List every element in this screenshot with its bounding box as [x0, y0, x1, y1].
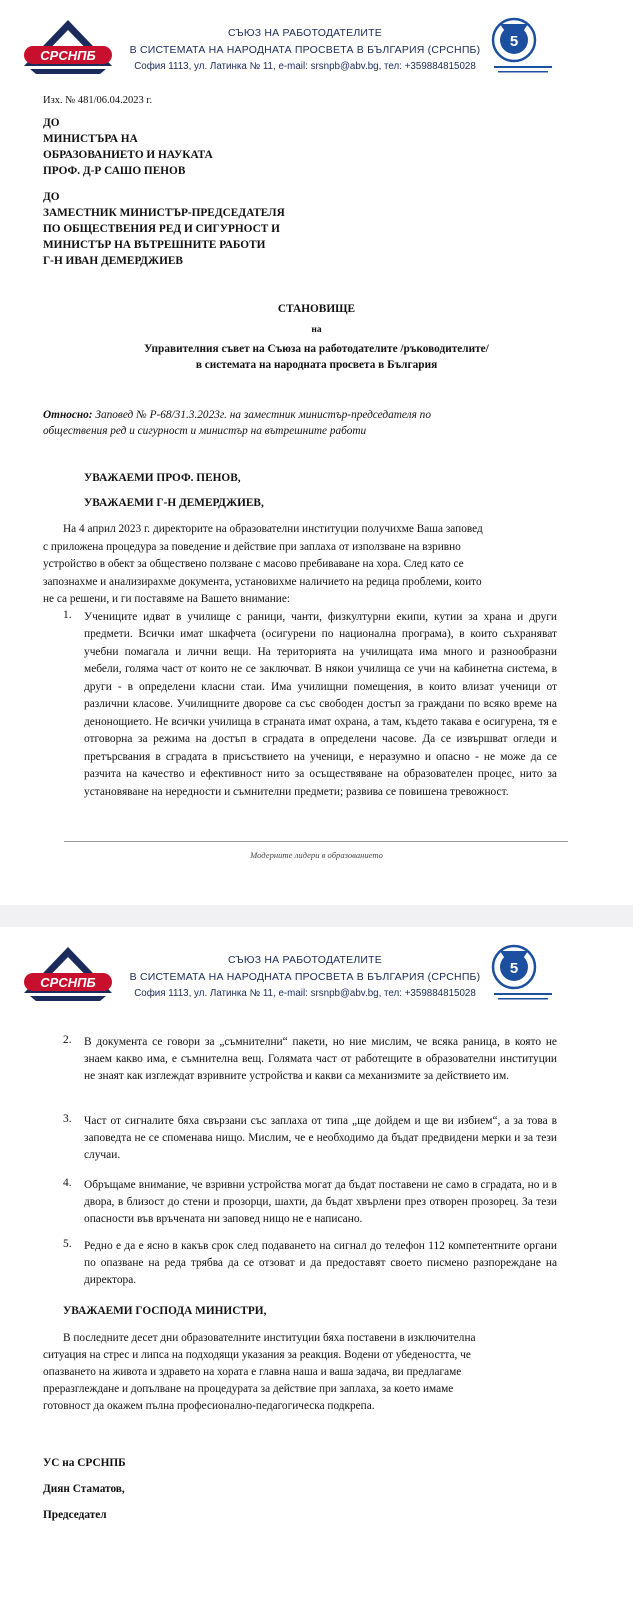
reference-number: Изх. № 481/06.04.2023 г. [43, 95, 153, 106]
subject-label: Относно: [43, 409, 93, 421]
addressee2-line: ПО ОБЩЕСТВЕНИЯ РЕД И СИГУРНОСТ И [43, 223, 280, 235]
closing-line: В последните десет дни образователните институции бяха поставени в изключителна [63, 1332, 476, 1344]
closing-line: опазването на живота и здравето на хората е главна наша и ваша задача, ви предлагаме [43, 1366, 462, 1378]
signatory-name: Диян Стаматов, [43, 1483, 125, 1495]
subtitle-line1: Управителния съвет на Съюза на работодателите /ръководителите/ [144, 343, 489, 355]
subject-text: Заповед № Р-68/31.3.2023г. на заместник министър-председателя по [92, 409, 431, 421]
document-title: СТАНОВИЩЕ [277, 303, 356, 315]
letterhead [0, 0, 633, 80]
addressee1-line: ДО [43, 117, 60, 129]
list-item-text: В документа се говори за „съмнителни“ пакети, но ние мислим, че всяка раница, в която не знаем какво има, е съмнителна вещ. Голямата част от работещите в образователни институции не знаят как изглеждат взривните устройства и какви са механизмите за действието им. [84, 1036, 557, 1082]
list-item-text: Редно е да е ясно в какъв срок след подаването на сигнал до телефон 112 компетентните органи по опазване на реда трябва да се отзоват и да предоставят своето писмено разпореждане на директора. [84, 1240, 557, 1286]
signatory-title: Председател [43, 1509, 107, 1521]
list-item-text: Учениците идват в училище с раници, чанти, физкултурни екипи, кутии за храна и други предмети. Всички имат шкафчета (осигурени по национална програма), в които съхраняват учебни помагала и лични вещи. На територията на училищата има много и разнообразни мебели, голяма част от които не се заключват. В някои училища се учи на кабинетна система, в други - в определени класни стаи. Има училищни помещения, в които влизат ученици от различни класове. Училищните дворове са със свободен достъп за граждани по всяко време на денонощието. Не всички училища в страната имат охрана, а там, където такава е осигурена, тя е отговорна за режима на достъп в сградата в определени часове. Да се извършват огледи и претърсвания в сградата в присъствието на ученици, е неразумно и опасно - не може да се разчита на качество и ефективност нито за осъществяване на образователен процес, нито за установяване на нередности и съмнителни предмети; развива се повишена тревожност. [84, 611, 557, 798]
page-separator [0, 905, 633, 927]
addressee2-line: ЗАМЕСТНИК МИНИСТЪР-ПРЕДСЕДАТЕЛЯ [43, 207, 285, 219]
org-contact-line: София 1113, ул. Латинка № 11, e-mail: srsnpb@abv.bg, тел: +359884815028 [134, 61, 476, 72]
list-item-number: 5. [63, 1238, 72, 1250]
svg-text:5: 5 [509, 33, 519, 50]
list-item-text: Част от сигналите бяха свързани със заплаха от типа „ще дойдем и ще ви избием“, а за това в заповедта не се споменава нищо. Мислим, че е необходимо да бъдат предвидени мерки и за тези случаи. [84, 1115, 557, 1161]
footer-divider [64, 841, 568, 842]
logo-text: СРСНПБ [40, 975, 96, 990]
svg-text:5: 5 [509, 960, 519, 977]
union-logo-icon [20, 943, 116, 1003]
anniversary-emblem-icon [490, 943, 556, 1003]
intro-line: запознахме и анализирахме документа, установихме наличието на редица проблеми, които [43, 576, 482, 588]
intro-line: На 4 април 2023 г. директорите на образователни институции получихме Ваша заповед [63, 523, 483, 535]
subject-line2: обществения ред и сигурност и министър на вътрешните работи [43, 425, 367, 437]
letter-page-2 [0, 927, 633, 1600]
addressee2-line: ДО [43, 191, 60, 203]
list-item-number: 4. [63, 1177, 72, 1189]
salutation-ministers: УВАЖАЕМИ ГОСПОДА МИНИСТРИ, [63, 1305, 267, 1317]
salutation-demerdzhiev: УВАЖАЕМИ Г-Н ДЕМЕРДЖИЕВ, [84, 497, 264, 509]
anniversary-emblem-icon [490, 16, 556, 76]
list-item-number: 3. [63, 1113, 72, 1125]
intro-line: не са решени, и ги поставяме на Вашето внимание: [43, 593, 290, 605]
org-name-line1: СЪЮЗ НА РАБОТОДАТЕЛИТЕ [228, 954, 382, 966]
org-name-line1: СЪЮЗ НА РАБОТОДАТЕЛИТЕ [228, 27, 382, 39]
intro-line: с приложена процедура за поведение и действие при заплаха от използване на взривно [43, 541, 461, 553]
addressee1-line: МИНИСТЪРА НА [43, 133, 138, 145]
salutation-penov: УВАЖАЕМИ ПРОФ. ПЕНОВ, [84, 472, 241, 484]
subject-line1 [43, 409, 431, 421]
closing-line: готовност да окажем пълна професионално-педагогическа подкрепа. [43, 1400, 375, 1412]
signature-organization: УС на СРСНПБ [43, 1457, 126, 1469]
closing-line: преразглеждане и допълване на процедурата за действие при заплаха, за което имаме [43, 1383, 454, 1395]
logo-text: СРСНПБ [40, 48, 96, 63]
title-preposition: на [311, 325, 322, 335]
subtitle-line2: в системата на народната просвета в България [195, 359, 438, 371]
org-name-line2: В СИСТЕМАТА НА НАРОДНАТА ПРОСВЕТА В БЪЛГАРИЯ (СРСНПБ) [129, 971, 481, 983]
org-contact-line: София 1113, ул. Латинка № 11, e-mail: srsnpb@abv.bg, тел: +359884815028 [134, 988, 476, 999]
org-name-line2: В СИСТЕМАТА НА НАРОДНАТА ПРОСВЕТА В БЪЛГАРИЯ (СРСНПБ) [129, 44, 481, 56]
addressee2-line: МИНИСТЪР НА ВЪТРЕШНИТЕ РАБОТИ [43, 239, 266, 251]
addressee2-line: Г-Н ИВАН ДЕМЕРДЖИЕВ [43, 255, 183, 267]
union-logo-icon [20, 16, 116, 76]
list-item-text: Обръщаме внимание, че взривни устройства могат да бъдат поставени не само в сградата, но и в двора, в близост до стени и прозорци, шахти, да бъдат хвърлени през отворен прозорец. За тези опасности във връчената ни заповед нищо не е написано. [84, 1179, 557, 1225]
footer-slogan: Модерните лидери в образованието [250, 850, 383, 860]
list-item-number: 2. [63, 1034, 72, 1046]
addressee1-line: ПРОФ. Д-Р САШО ПЕНОВ [43, 165, 186, 177]
list-item-number: 1. [63, 609, 72, 621]
intro-line: устройство в обект за обществено ползване с масово пребиваване на хора. След като се [43, 558, 464, 570]
letterhead [0, 927, 633, 1007]
addressee1-line: ОБРАЗОВАНИЕТО И НАУКАТА [43, 149, 213, 161]
closing-line: ситуация на стрес и липса на подходящи указания за реакция. Водени от убедеността, че [43, 1349, 471, 1361]
